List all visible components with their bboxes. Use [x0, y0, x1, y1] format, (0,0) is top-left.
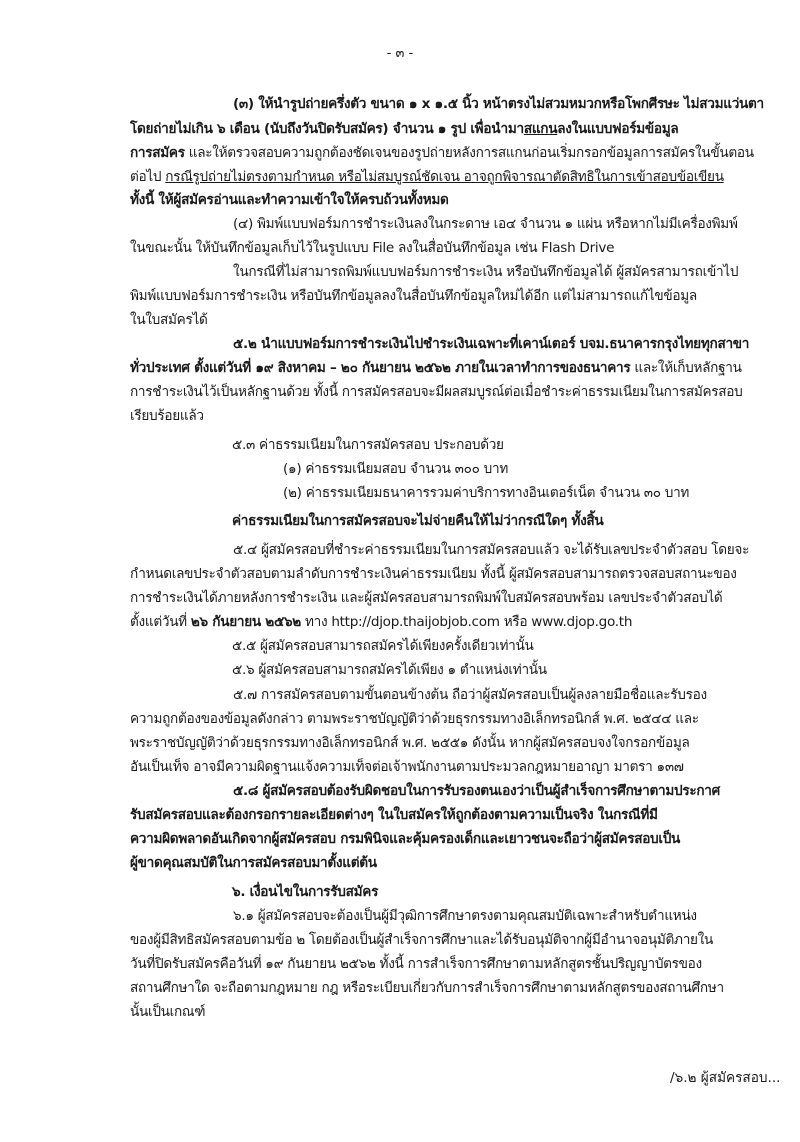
- bold-text: การสมัคร: [130, 145, 185, 161]
- bold-text: ทั่วประเทศ ตั้งแต่วันที่ ๑๙ สิงหาคม – ๒๐ กันยายน ๒๕๖๒ ภายในเวลาทำการของธนาคาร: [130, 360, 631, 376]
- s6-1-line2: ของผู้มีสิทธิสมัครสอบตามข้อ ๒ โดยต้องเป็นผู้สำเร็จการศึกษาและได้รับอนุมัติจากผู้มีอำนาจอนุมัติภายใน: [130, 932, 714, 948]
- s5-7-line1: ๕.๗ การสมัครสอบตามขั้นตอนข้างต้น ถือว่าผู้สมัครสอบเป็นผู้ลงลายมือชื่อและรับรอง: [233, 687, 707, 703]
- para4-line3: ในกรณีที่ไม่สามารถพิมพ์แบบฟอร์มการชำระเงิน หรือบันทึกข้อมูลได้ ผู้สมัครสามารถเข้าไป: [233, 264, 739, 280]
- s5-3-heading: ๕.๓ ค่าธรรมเนียมในการสมัครสอบ ประกอบด้วย: [232, 437, 504, 453]
- page-number: - ๓ -: [386, 46, 414, 61]
- para4-line5: ในใบสมัครได้: [130, 312, 208, 328]
- para3-line2: [130, 117, 790, 141]
- s5-2-line4: เรียบร้อยแล้ว: [130, 408, 204, 424]
- s5-4-line3: การชำระเงินได้ภายหลังการชำระเงิน และผู้สมัครสอบสามารถพิมพ์ใบสมัครสอบพร้อม เลขประจำตัวสอบได้: [130, 590, 723, 606]
- s5-4-line4: [130, 610, 790, 634]
- s6-1-line1: ๖.๑ ผู้สมัครสอบจะต้องเป็นผู้มีวุฒิการศึกษาตรงตามคุณสมบัติเฉพาะสำหรับตำแหน่ง: [233, 908, 697, 924]
- bold-date: ๒๖ กันยายน ๒๕๖๒: [190, 614, 301, 630]
- s6-1-line3: วันที่ปิดรับสมัครคือวันที่ ๑๙ กันยายน ๒๕๖๒ ทั้งนี้ การสำเร็จการศึกษาตามหลักสูตรชั้นปริญญาบัตรของ: [130, 956, 702, 972]
- s6-heading: ๖. เงื่อนไขในการรับสมัคร: [232, 884, 379, 900]
- s5-4-line2: กำหนดเลขประจำตัวสอบตามลำดับการชำระเงินค่าธรรมเนียม ทั้งนี้ ผู้สมัครสอบสามารถตรวจสอบสถานะของ: [130, 566, 737, 582]
- s5-8-line2: รับสมัครสอบและต้องกรอกรายละเอียดต่างๆ ในใบสมัครให้ถูกต้องตามความเป็นจริง ในกรณีที่มี: [130, 807, 658, 823]
- fee-item: (๑) ค่าธรรมเนียมสอบ จำนวน ๓๐๐ บาท: [283, 461, 508, 477]
- s5-4-line1: ๕.๔ ผู้สมัครสอบที่ชำระค่าธรรมเนียมในการสมัครสอบแล้ว จะได้รับเลขประจำตัวสอบ โดยจะ: [233, 542, 750, 558]
- text: ตั้งแต่วันที่: [130, 614, 191, 630]
- s6-1-line4: สถานศึกษาใด จะถือตามกฎหมาย กฎ หรือระเบียบเกี่ยวกับการสำเร็จการศึกษาตามหลักสูตรของสถานศึกษา: [130, 980, 724, 996]
- s5-2-line1: ๕.๒ นำแบบฟอร์มการชำระเงินไปชำระเงินเฉพาะที่เคาน์เตอร์ บจม.ธนาคารกรุงไทยทุกสาขา: [233, 336, 750, 352]
- para4-line4: พิมพ์แบบฟอร์มการชำระเงิน หรือบันทึกข้อมูลลงในสื่อบันทึกข้อมูลใหม่ได้อีก แต่ไม่สามารถแก้ไขข้อมูล: [130, 288, 697, 304]
- s5-7-line4: อันเป็นเท็จ อาจมีความผิดฐานแจ้งความเท็จต่อเจ้าพนักงานตามประมวลกฎหมายอาญา มาตรา ๑๓๗: [130, 759, 684, 775]
- para3-line3: [130, 141, 790, 165]
- para3-line4: [130, 165, 790, 189]
- s5-7-line2: ความถูกต้องของข้อมูลดังกล่าว ตามพระราชบัญญัติว่าด้วยธุรกรรมทางอิเล็กทรอนิกส์ พ.ศ. ๒๕๔๔ และ: [130, 711, 699, 727]
- para4-line2: ในขณะนั้น ให้บันทึกข้อมูลเก็บไว้ในรูปแบบ File ลงในสื่อบันทึกข้อมูล เช่น Flash Drive: [130, 240, 615, 256]
- s5-7-line3: พระราชบัญญัติว่าด้วยธุรกรรมทางอิเล็กทรอนิกส์ พ.ศ. ๒๕๕๑ ดังนั้น หากผู้สมัครสอบจงใจกรอกข้อมูล: [130, 735, 690, 751]
- s5-8-line3: ความผิดพลาดอันเกิดจากผู้สมัครสอบ กรมพินิจและคุ้มครองเด็กและเยาวชนจะถือว่าผู้สมัครสอบเป็น: [130, 831, 681, 847]
- no-refund-notice: ค่าธรรมเนียมในการสมัครสอบจะไม่จ่ายคืนให้ไม่ว่ากรณีใดๆ ทั้งสิ้น: [232, 513, 604, 529]
- s5-2-line2: [130, 356, 790, 380]
- fee-item: (๒) ค่าธรรมเนียมธนาคารรวมค่าบริการทางอินเตอร์เน็ต จำนวน ๓๐ บาท: [283, 485, 690, 501]
- continuation-footer: /๖.๒ ผู้สมัครสอบ...: [670, 1070, 781, 1086]
- website-links: ทาง http://djop.thaijobjob.com หรือ www.djop.go.th: [300, 614, 633, 630]
- s5-6: ๕.๖ ผู้สมัครสอบสามารถสมัครได้เพียง ๑ ตำแหน่งเท่านั้น: [232, 662, 547, 678]
- para3-line1: (๓) ให้นำรูปถ่ายครึ่งตัว ขนาด ๑ x ๑.๕ นิ้ว หน้าตรงไม่สวมหมวกหรือโพกศีรษะ ไม่สวมแว่นตา: [233, 96, 764, 112]
- text: และให้ตรวจสอบความถูกต้องชัดเจนของรูปถ่ายหลังการสแกนก่อนเริ่มกรอกข้อมูลการสมัครในขั้นตอน: [184, 145, 754, 161]
- s5-2-line3: การชำระเงินไว้เป็นหลักฐานด้วย ทั้งนี้ การสมัครสอบจะมีผลสมบูรณ์ต่อเมื่อชำระค่าธรรมเนียมในการสมัครสอบ: [130, 384, 743, 400]
- underlined-text: กรณีรูปถ่ายไม่ตรงตามกำหนด หรือไม่สมบูรณ์ชัดเจน อาจถูกพิจารณาตัดสิทธิในการเข้าสอบข้อเขียน: [165, 169, 724, 185]
- text: ลงในแบบฟอร์มข้อมูล: [557, 121, 679, 137]
- para3-line5: ทั้งนี้ ให้ผู้สมัครอ่านและทำความเข้าใจให้ครบถ้วนทั้งหมด: [130, 192, 449, 208]
- s5-8-line4: ผู้ขาดคุณสมบัติในการสมัครสอบมาตั้งแต่ต้น: [130, 855, 377, 871]
- text: และให้เก็บหลักฐาน: [630, 360, 742, 376]
- s6-1-line5: นั้นเป็นเกณฑ์: [130, 1004, 206, 1020]
- s5-8-line1: ๕.๘ ผู้สมัครสอบต้องรับผิดชอบในการรับรองตนเองว่าเป็นผู้สำเร็จการศึกษาตามประกาศ: [233, 783, 720, 799]
- text: โดยถ่ายไม่เกิน ๖ เดือน (นับถึงวันปิดรับสมัคร) จำนวน ๑ รูป เพื่อนำมา: [130, 121, 524, 137]
- s5-5: ๕.๕ ผู้สมัครสอบสามารถสมัครได้เพียงครั้งเดียวเท่านั้น: [232, 638, 534, 654]
- para4-line1: (๔) พิมพ์แบบฟอร์มการชำระเงินลงในกระดาษ เอ๔ จำนวน ๑ แผ่น หรือหากไม่มีเครื่องพิมพ์: [233, 216, 738, 232]
- underlined-text: สแกน: [523, 121, 558, 137]
- text: ต่อไป: [130, 169, 166, 185]
